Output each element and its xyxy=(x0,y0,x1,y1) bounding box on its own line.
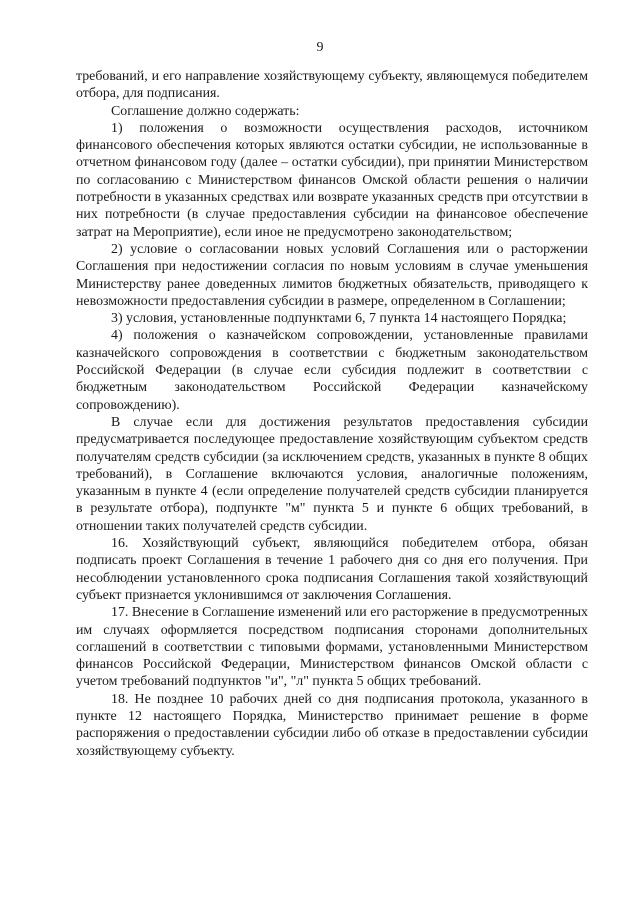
paragraph: 3) условия, установленные подпунктами 6, 7 пункта 14 настоящего Порядка; xyxy=(111,311,567,327)
page-number: 9 xyxy=(316,40,324,55)
paragraph: 18. Не позднее 10 рабочих дней со дня подписания протокола, указанного в пункте 12 настоящего Порядка, Министерство принимает решение в форме распоряжения о предоставлении субсидии либо об отказе в предоставлении субсидии хозяйствующему субъекту. xyxy=(76,691,588,759)
paragraph: 16. Хозяйствующий субъект, являющийся победителем отбора, обязан подписать проект Соглашения в течение 1 рабочего дня со дня его получения. При несоблюдении установленного срока подписания Соглашения такой хозяйствующий субъект признается уклонившимся от заключения Соглашения. xyxy=(76,536,588,603)
paragraph: Соглашение должно содержать: xyxy=(111,103,300,119)
paragraph: требований, и его направление хозяйствующему субъекту, являющемуся победителем отбора, для подписания. xyxy=(76,69,588,102)
paragraph: 17. Внесение в Соглашение изменений или его расторжение в предусмотренных им случаях оформляется посредством подписания сторонами дополнительных соглашений в соответствии с типовыми формами, установленными Министерством финансов Российской Федерации, Министерством финансов Омской области с учетом требований подпунктов "и", "л" пункта 5 общих требований. xyxy=(76,605,588,690)
paragraph: 1) положения о возможности осуществления расходов, источником финансового обеспечения которых являются остатки субсидии, не использованные в отчетном финансовом году (далее – остатки субсидии), при принятии Министерством по согласованию с Министерством финансов Омской области решения о наличии потребности в указанных средствах или возврате указанных средств при отсутствии в них потребности (в случае предоставления субсидии на финансовое обеспечение затрат на Мероприятие), если иное не предусмотрено законодательством; xyxy=(76,120,588,240)
paragraph: 4) положения о казначейском сопровождении, установленные правилами казначейского сопровождения в соответствии с бюджетным законодательством Российской Федерации (в случае если субсидия подлежит в соответствии с бюджетным законодательством Российской Федерации казначейскому сопровождению). xyxy=(76,328,588,413)
document-body xyxy=(76,68,588,760)
paragraph: 2) условие о согласовании новых условий Соглашения или о расторжении Соглашения при недостижении согласия по новым условиям в случае уменьшения Министерству ранее доведенных лимитов бюджетных обязательств, приводящего к невозможности предоставления субсидии в размере, определенном в Соглашении; xyxy=(76,241,588,309)
paragraph: В случае если для достижения результатов предоставления субсидии предусматривается последующее предоставление хозяйствующим субъектом средств получателям средств субсидии (за исключением средств, указанных в пункте 8 общих требований), в Соглашение включаются условия, аналогичные положениям, указанным в пункте 4 (если определение получателей средств субсидии планируется в результате отбора), подпункте "м" пункта 5 и пункте 6 общих требований, в отношении таких получателей средств субсидии. xyxy=(76,414,588,534)
